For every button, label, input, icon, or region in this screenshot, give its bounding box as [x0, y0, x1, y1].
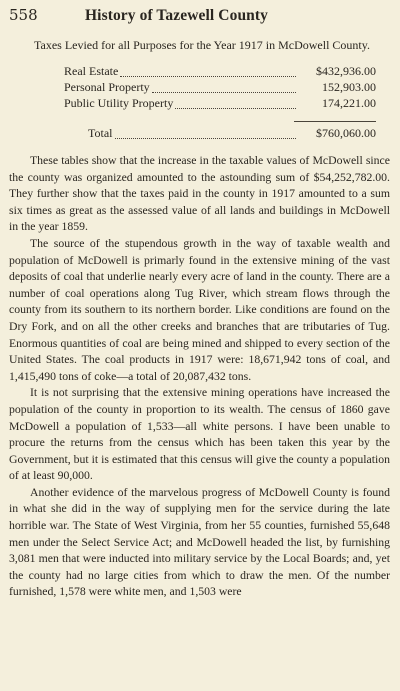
page-number: 558 [9, 6, 38, 24]
tax-row-label: Public Utility Property [64, 96, 174, 110]
tax-row-public-utility [64, 96, 376, 112]
tax-table [64, 64, 376, 142]
tax-row-total [88, 126, 376, 142]
tax-row-label: Real Estate [64, 64, 119, 78]
dot-leader [152, 91, 296, 93]
paragraph: These tables show that the increase in the taxable values of McDowell since the county was organized amounted to the astounding sum of $54,252,782.00. They further show that the taxes paid in the county in 1917 amounted to a sum six times as great as the assessed value of all lands and buildings in McDowell in the year 1859. [9, 154, 390, 234]
paragraph: Another evidence of the marvelous progress of McDowell County is found in what she did in the way of supplying men for the service during the late horrible war. The State of West Virginia, from her 55 counties, furnished 55,648 men under the Select Service Act; and McDowell headed the list, by furnishing 3,081 men that were inducted into military service by the Local Boards; and, yet the county had no large cities from which to draw the men. Of the number furnished, 1,578 were white men, and 1,503 were [9, 485, 390, 599]
table-title: Taxes Levied for all Purposes for the Year 1917 in McDowell County. [34, 38, 370, 52]
tax-row-real-estate [64, 64, 376, 80]
tax-row-value: 152,903.00 [322, 80, 376, 94]
paragraph: It is not surprising that the extensive mining operations have increased the population of the county in proportion to its wealth. The census of 1860 gave McDowell a population of 1,533—all white persons. I have been unable to procure the returns from the census which has been taken this year by the Government, but it is estimated that this census will give the county a population of at least 90,000. [9, 386, 390, 483]
dot-leader [120, 75, 296, 77]
tax-row-value: $432,936.00 [316, 64, 376, 78]
tax-row-label: Personal Property [64, 80, 150, 94]
paragraph: The source of the stupendous growth in the way of taxable wealth and population of McDowell is primarly found in the extensive mining of the vast deposits of coal that underlie nearly every acre of land in the county. There are a number of coal operations along Tug River, which stream flows through the county from its southern to its northern border. Like conditions are found on the Dry Fork, and on all the other creeks and branches that are tributaries of Tug. Enormous quantities of coal are being mined and shipped to every section of the United States. The coal products in 1917 were: 18,671,942 tons of coal, and 1,415,490 tons of coke—a total of 20,087,432 tons. [9, 236, 390, 383]
dot-leader [115, 137, 297, 139]
running-head [9, 6, 391, 28]
tax-row-value: 174,221.00 [322, 96, 376, 110]
body-text [9, 153, 391, 601]
total-value: $760,060.00 [316, 126, 376, 140]
total-rule [294, 121, 376, 122]
tax-row-personal-property [64, 80, 376, 96]
dot-leader [175, 107, 296, 109]
total-label: Total [88, 126, 113, 140]
running-title: History of Tazewell County [85, 7, 268, 24]
